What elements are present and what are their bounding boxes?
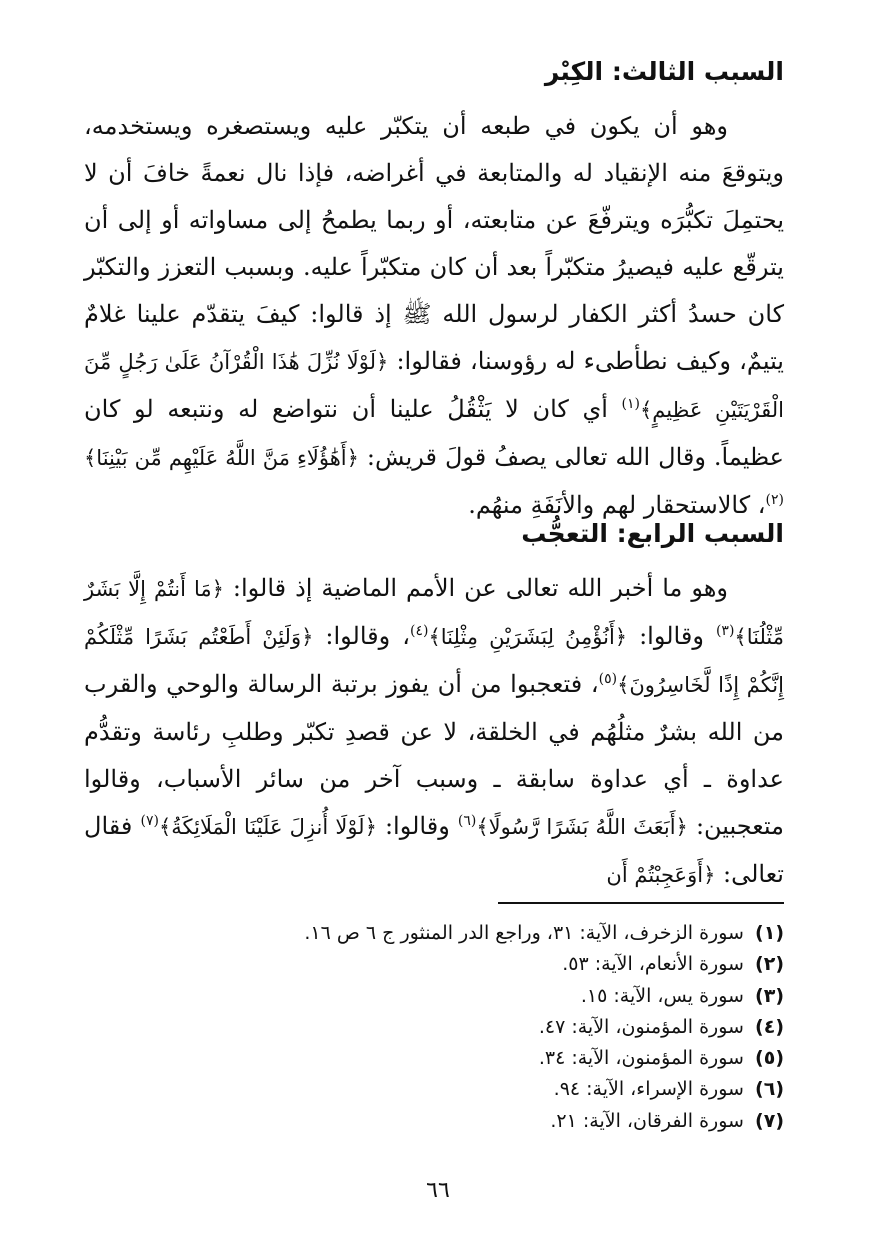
quran-quote: ﴿أَبَعَثَ اللَّهُ بَشَرًا رَّسُولًا﴾ xyxy=(476,815,688,839)
paragraph-text: فقال تعالى: xyxy=(84,812,784,888)
footnote-item xyxy=(184,1043,784,1074)
footnote-ref: (٤) xyxy=(410,623,429,639)
footnote-number: (٦) xyxy=(755,1078,784,1101)
footnote-number: (٥) xyxy=(755,1047,784,1070)
footnote-text: سورة الفرقان، الآية: ٢١. xyxy=(550,1109,744,1132)
footnote-text: سورة الإسراء، الآية: ٩٤. xyxy=(553,1078,744,1101)
footnote-item xyxy=(184,1012,784,1043)
section-heading-astonishment: السبب الرابع: التعجُّب xyxy=(521,519,784,548)
quran-quote: ﴿أَوَعَجِبْتُمْ أَن xyxy=(606,863,716,887)
paragraph-text: ، كالاستحقار لهم والأنَفَةِ منهُم. xyxy=(468,491,766,519)
paragraph-text: وقالوا: xyxy=(384,812,450,840)
paragraph-text: وقالوا: xyxy=(639,622,704,650)
quran-quote: ﴿مَا أَنتُمْ إِلَّا بَشَرٌ مِّثْلُنَا﴾ xyxy=(84,577,784,649)
footnote-ref: (٣) xyxy=(715,623,735,639)
paragraph-arrogance xyxy=(84,103,784,529)
footnote-item xyxy=(184,918,784,949)
quran-quote: ﴿وَلَئِنْ أَطَعْتُم بَشَرًا مِّثْلَكُمْ إِنَّكُمْ إِذًا لَّخَاسِرُونَ﴾ xyxy=(84,625,784,697)
paragraph-astonishment xyxy=(84,565,784,899)
footnote-item xyxy=(184,1106,784,1137)
footnote-number: (١) xyxy=(755,922,784,944)
footnote-ref: (٥) xyxy=(598,671,618,687)
footnote-number: (٢) xyxy=(755,953,784,976)
footnote-number: (٤) xyxy=(755,1015,784,1038)
footnote-ref: (٦) xyxy=(457,813,477,829)
footnote-ref: (٧) xyxy=(140,813,159,829)
quran-quote: ﴿أَهَٰؤُلَاءِ مَنَّ اللَّهُ عَلَيْهِم مِّن بَيْنِنَا﴾ xyxy=(84,446,359,470)
paragraph-text: ، وقالوا: xyxy=(325,622,410,650)
footnote-item xyxy=(184,1074,784,1105)
footnote-item xyxy=(184,949,784,980)
footnote-text: سورة الزخرف، الآية: ٣١، وراجع الدر المنثور ج ٦ ص ١٦. xyxy=(304,922,744,944)
quran-quote: ﴿لَوْلَا أُنزِلَ عَلَيْنَا الْمَلَائِكَةُ﴾ xyxy=(158,815,377,839)
footnote-item xyxy=(184,981,784,1012)
page-number: ٦٦ xyxy=(426,1178,450,1203)
footnote-text: سورة يس، الآية: ١٥. xyxy=(580,984,744,1007)
paragraph-text: أي كان لا يَثْقُلُ علينا أن نتواضع له ونتبعه لو كان عظيماً. وقال الله تعالى يصفُ قولَ قريش: xyxy=(84,395,784,471)
section-heading-arrogance: السبب الثالث: الكِبْر xyxy=(544,57,784,86)
footnote-text: سورة المؤمنون، الآية: ٣٤. xyxy=(538,1047,744,1070)
footnote-text: سورة الأنعام، الآية: ٥٣. xyxy=(562,953,744,976)
footnote-separator xyxy=(498,902,784,904)
footnote-ref: (١) xyxy=(621,396,640,412)
paragraph-text: وهو أن يكون في طبعه أن يتكبّر عليه ويستصغره ويستخدمه، ويتوقعَ منه الإنقياد له والمتابعة في أغراضه، فإذا نال نعمةً خافَ أن لا يحتمِلَ تكبُّرَه ويترفّعَ عن متابعته، أو ربما يطمحُ إلى مساواته أو إلى أن يترقّع عليه فيصيرُ متكبّراً بعد أن كان متكبّراً عليه. وبسبب التعزز والتكبّر كان حسدُ أكثر الكفار لرسول الله ﷺ إذ قالوا: كيفَ يتقدّم علينا غلامٌ يتيمٌ، وكيف نطأطىء له رؤوسنا، فقالوا: xyxy=(84,112,784,375)
footnote-number: (٧) xyxy=(755,1109,784,1132)
quran-quote: ﴿أَنُؤْمِنُ لِبَشَرَيْنِ مِثْلِنَا﴾ xyxy=(428,625,628,649)
footnotes-list xyxy=(184,918,784,1137)
paragraph-text: ، فتعجبوا من أن يفوز برتبة الرسالة والوحي والقرب من الله بشرٌ مثلُهُم في الخلقة، لا عن قصدِ تكبّر وطلبِ رئاسة وتقدُّم عداوة ـ أي عداوة سابقة ـ وسبب آخر من سائر الأسباب، وقالوا متعجبين: xyxy=(84,670,784,840)
footnote-text: سورة المؤمنون، الآية: ٤٧. xyxy=(538,1015,744,1038)
paragraph-text: وهو ما أخبر الله تعالى عن الأمم الماضية إذ قالوا: xyxy=(232,574,728,602)
quran-quote: ﴿لَوْلَا نُزِّلَ هَٰذَا الْقُرْآنُ عَلَىٰ رَجُلٍ مِّنَ الْقَرْيَتَيْنِ عَظِيمٍ﴾ xyxy=(84,350,784,422)
footnote-number: (٣) xyxy=(755,984,784,1007)
footnote-ref: (٢) xyxy=(765,492,784,508)
